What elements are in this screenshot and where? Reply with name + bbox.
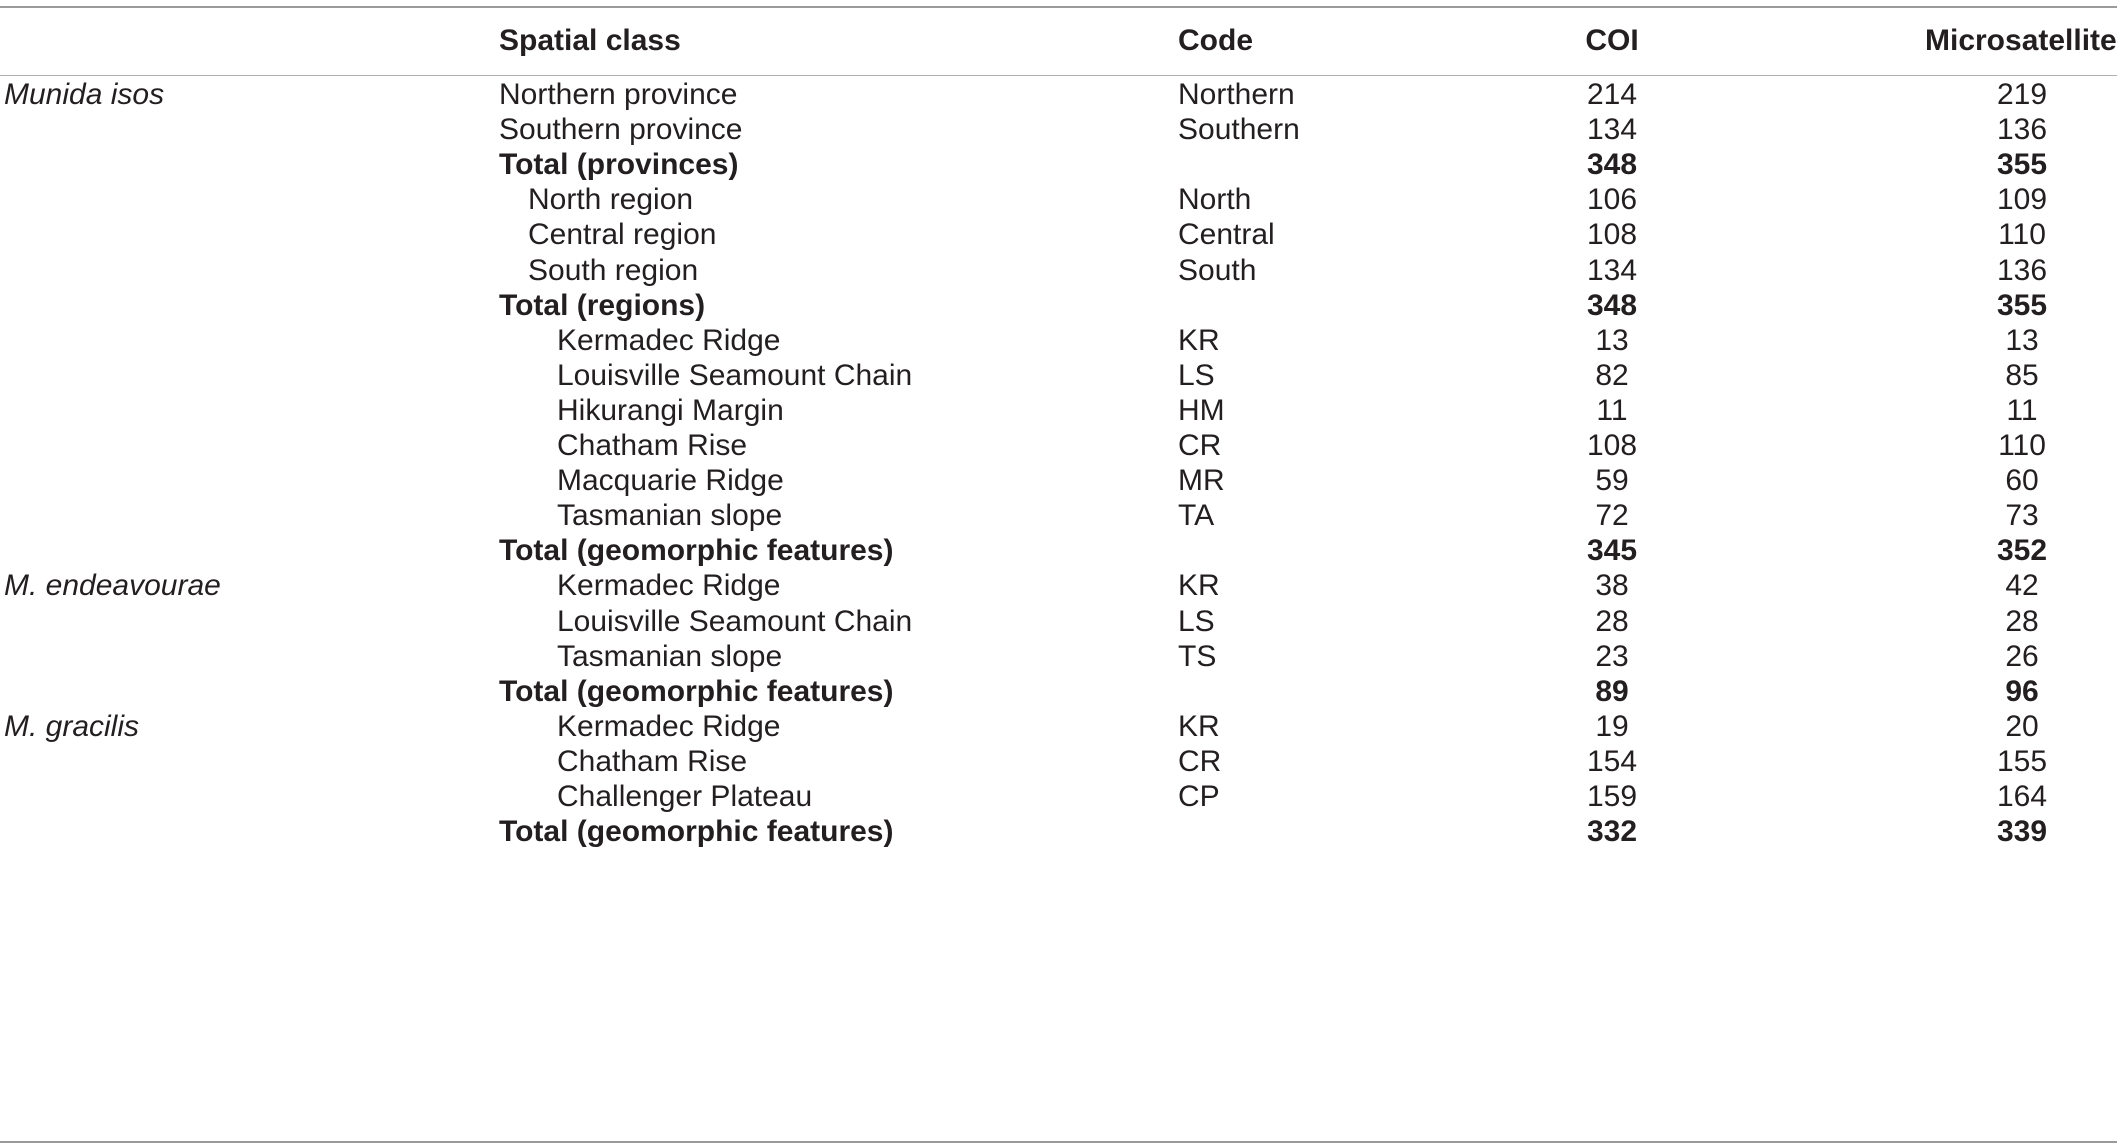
cell-coi: 13 <box>1595 323 1629 357</box>
cell-spatial-class: Total (geomorphic features) <box>499 815 894 849</box>
cell-coi: 214 <box>1586 78 1638 111</box>
cell-coi: 19 <box>1595 709 1629 743</box>
cell-microsatellite: 136 <box>1996 113 2048 147</box>
cell-microsatellite: 339 <box>1996 815 2048 849</box>
cell-spatial-class: Chatham Rise <box>557 429 748 462</box>
cell-coi: 345 <box>1586 534 1638 568</box>
cell-microsatellite: 109 <box>1996 183 2048 217</box>
header-microsatellite: Microsatellite <box>1925 24 2117 57</box>
cell-microsatellite: 155 <box>1996 744 2048 778</box>
cell-microsatellite: 355 <box>1996 288 2048 322</box>
cell-code: TS <box>1178 639 1217 673</box>
cell-code: CR <box>1178 744 1222 778</box>
cell-microsatellite: 20 <box>2005 709 2039 743</box>
cell-spatial-class: Hikurangi Margin <box>557 393 784 427</box>
cell-microsatellite: 11 <box>2006 393 2038 427</box>
cell-coi: 159 <box>1586 780 1638 813</box>
cell-coi: 154 <box>1586 744 1638 778</box>
cell-coi: 89 <box>1595 674 1629 708</box>
cell-code: LS <box>1178 604 1215 638</box>
cell-spatial-class: Total (geomorphic features) <box>499 534 894 568</box>
cell-spatial-class: Tasmanian slope <box>557 499 783 533</box>
cell-microsatellite: 136 <box>1996 253 2048 287</box>
cell-spatial-class: Tasmanian slope <box>557 639 783 673</box>
cell-microsatellite: 355 <box>1996 148 2048 182</box>
cell-code: LS <box>1178 358 1215 392</box>
cell-spatial-class: North region <box>528 183 694 217</box>
cell-code: KR <box>1178 709 1220 743</box>
table-total-row <box>0 808 2117 855</box>
header-code: Code <box>1178 24 1253 57</box>
cell-code: KR <box>1178 569 1220 603</box>
cell-spatial-class: Kermadec Ridge <box>557 569 781 603</box>
cell-microsatellite: 28 <box>2005 604 2039 638</box>
cell-spatial-class: Southern province <box>499 113 743 147</box>
cell-coi: 23 <box>1595 639 1629 673</box>
cell-microsatellite: 42 <box>2005 569 2039 603</box>
cell-spatial-class: Kermadec Ridge <box>557 323 781 357</box>
cell-spatial-class: Total (geomorphic features) <box>499 674 894 708</box>
cell-code: Central <box>1178 218 1275 252</box>
cell-microsatellite: 60 <box>2005 464 2039 498</box>
table-header-row <box>0 17 2117 64</box>
cell-microsatellite: 13 <box>2005 323 2039 357</box>
cell-code: Southern <box>1178 113 1300 147</box>
cell-species: M. gracilis <box>4 709 140 743</box>
cell-spatial-class: Northern province <box>499 78 738 111</box>
cell-coi: 38 <box>1595 569 1629 603</box>
cell-species: M. endeavourae <box>4 569 221 603</box>
cell-spatial-class: Challenger Plateau <box>557 780 813 813</box>
cell-code: North <box>1178 183 1252 217</box>
table-top-rule <box>0 6 2117 8</box>
header-coi: COI <box>1585 24 1639 57</box>
cell-coi: 348 <box>1586 148 1638 182</box>
cell-spatial-class: Total (provinces) <box>499 148 739 182</box>
cell-code: South <box>1178 253 1257 287</box>
cell-coi: 82 <box>1595 358 1629 392</box>
cell-coi: 106 <box>1586 183 1638 217</box>
cell-species: Munida isos <box>4 78 165 111</box>
cell-spatial-class: Kermadec Ridge <box>557 709 781 743</box>
table-bottom-rule <box>0 1141 2117 1143</box>
cell-code: MR <box>1178 464 1225 498</box>
cell-microsatellite: 352 <box>1996 534 2048 568</box>
cell-code: Northern <box>1178 78 1295 111</box>
cell-code: TA <box>1178 499 1215 533</box>
cell-spatial-class: Louisville Seamount Chain <box>557 604 913 638</box>
cell-microsatellite: 96 <box>2005 674 2039 708</box>
cell-spatial-class: Macquarie Ridge <box>557 464 784 498</box>
cell-spatial-class: Total (regions) <box>499 288 706 322</box>
cell-code: CP <box>1178 780 1220 813</box>
cell-spatial-class: South region <box>528 253 699 287</box>
cell-coi: 134 <box>1586 113 1638 147</box>
cell-coi: 72 <box>1595 499 1629 533</box>
header-spatial-class: Spatial class <box>499 24 681 57</box>
cell-coi: 28 <box>1595 604 1629 638</box>
cell-code: CR <box>1178 429 1222 462</box>
cell-microsatellite: 85 <box>2005 358 2039 392</box>
cell-microsatellite: 26 <box>2005 639 2039 673</box>
cell-microsatellite: 73 <box>2005 499 2039 533</box>
cell-microsatellite: 110 <box>1998 218 2046 252</box>
cell-microsatellite: 219 <box>1996 78 2048 111</box>
cell-coi: 108 <box>1586 429 1638 462</box>
cell-code: KR <box>1178 323 1220 357</box>
cell-coi: 332 <box>1586 815 1638 849</box>
cell-coi: 11 <box>1596 393 1628 427</box>
cell-coi: 59 <box>1595 464 1629 498</box>
cell-microsatellite: 164 <box>1996 780 2048 813</box>
cell-coi: 134 <box>1586 253 1638 287</box>
cell-spatial-class: Chatham Rise <box>557 744 748 778</box>
cell-microsatellite: 110 <box>1998 429 2046 462</box>
cell-code: HM <box>1178 393 1225 427</box>
cell-coi: 108 <box>1586 218 1638 252</box>
cell-spatial-class: Louisville Seamount Chain <box>557 358 913 392</box>
cell-spatial-class: Central region <box>528 218 717 252</box>
cell-coi: 348 <box>1586 288 1638 322</box>
